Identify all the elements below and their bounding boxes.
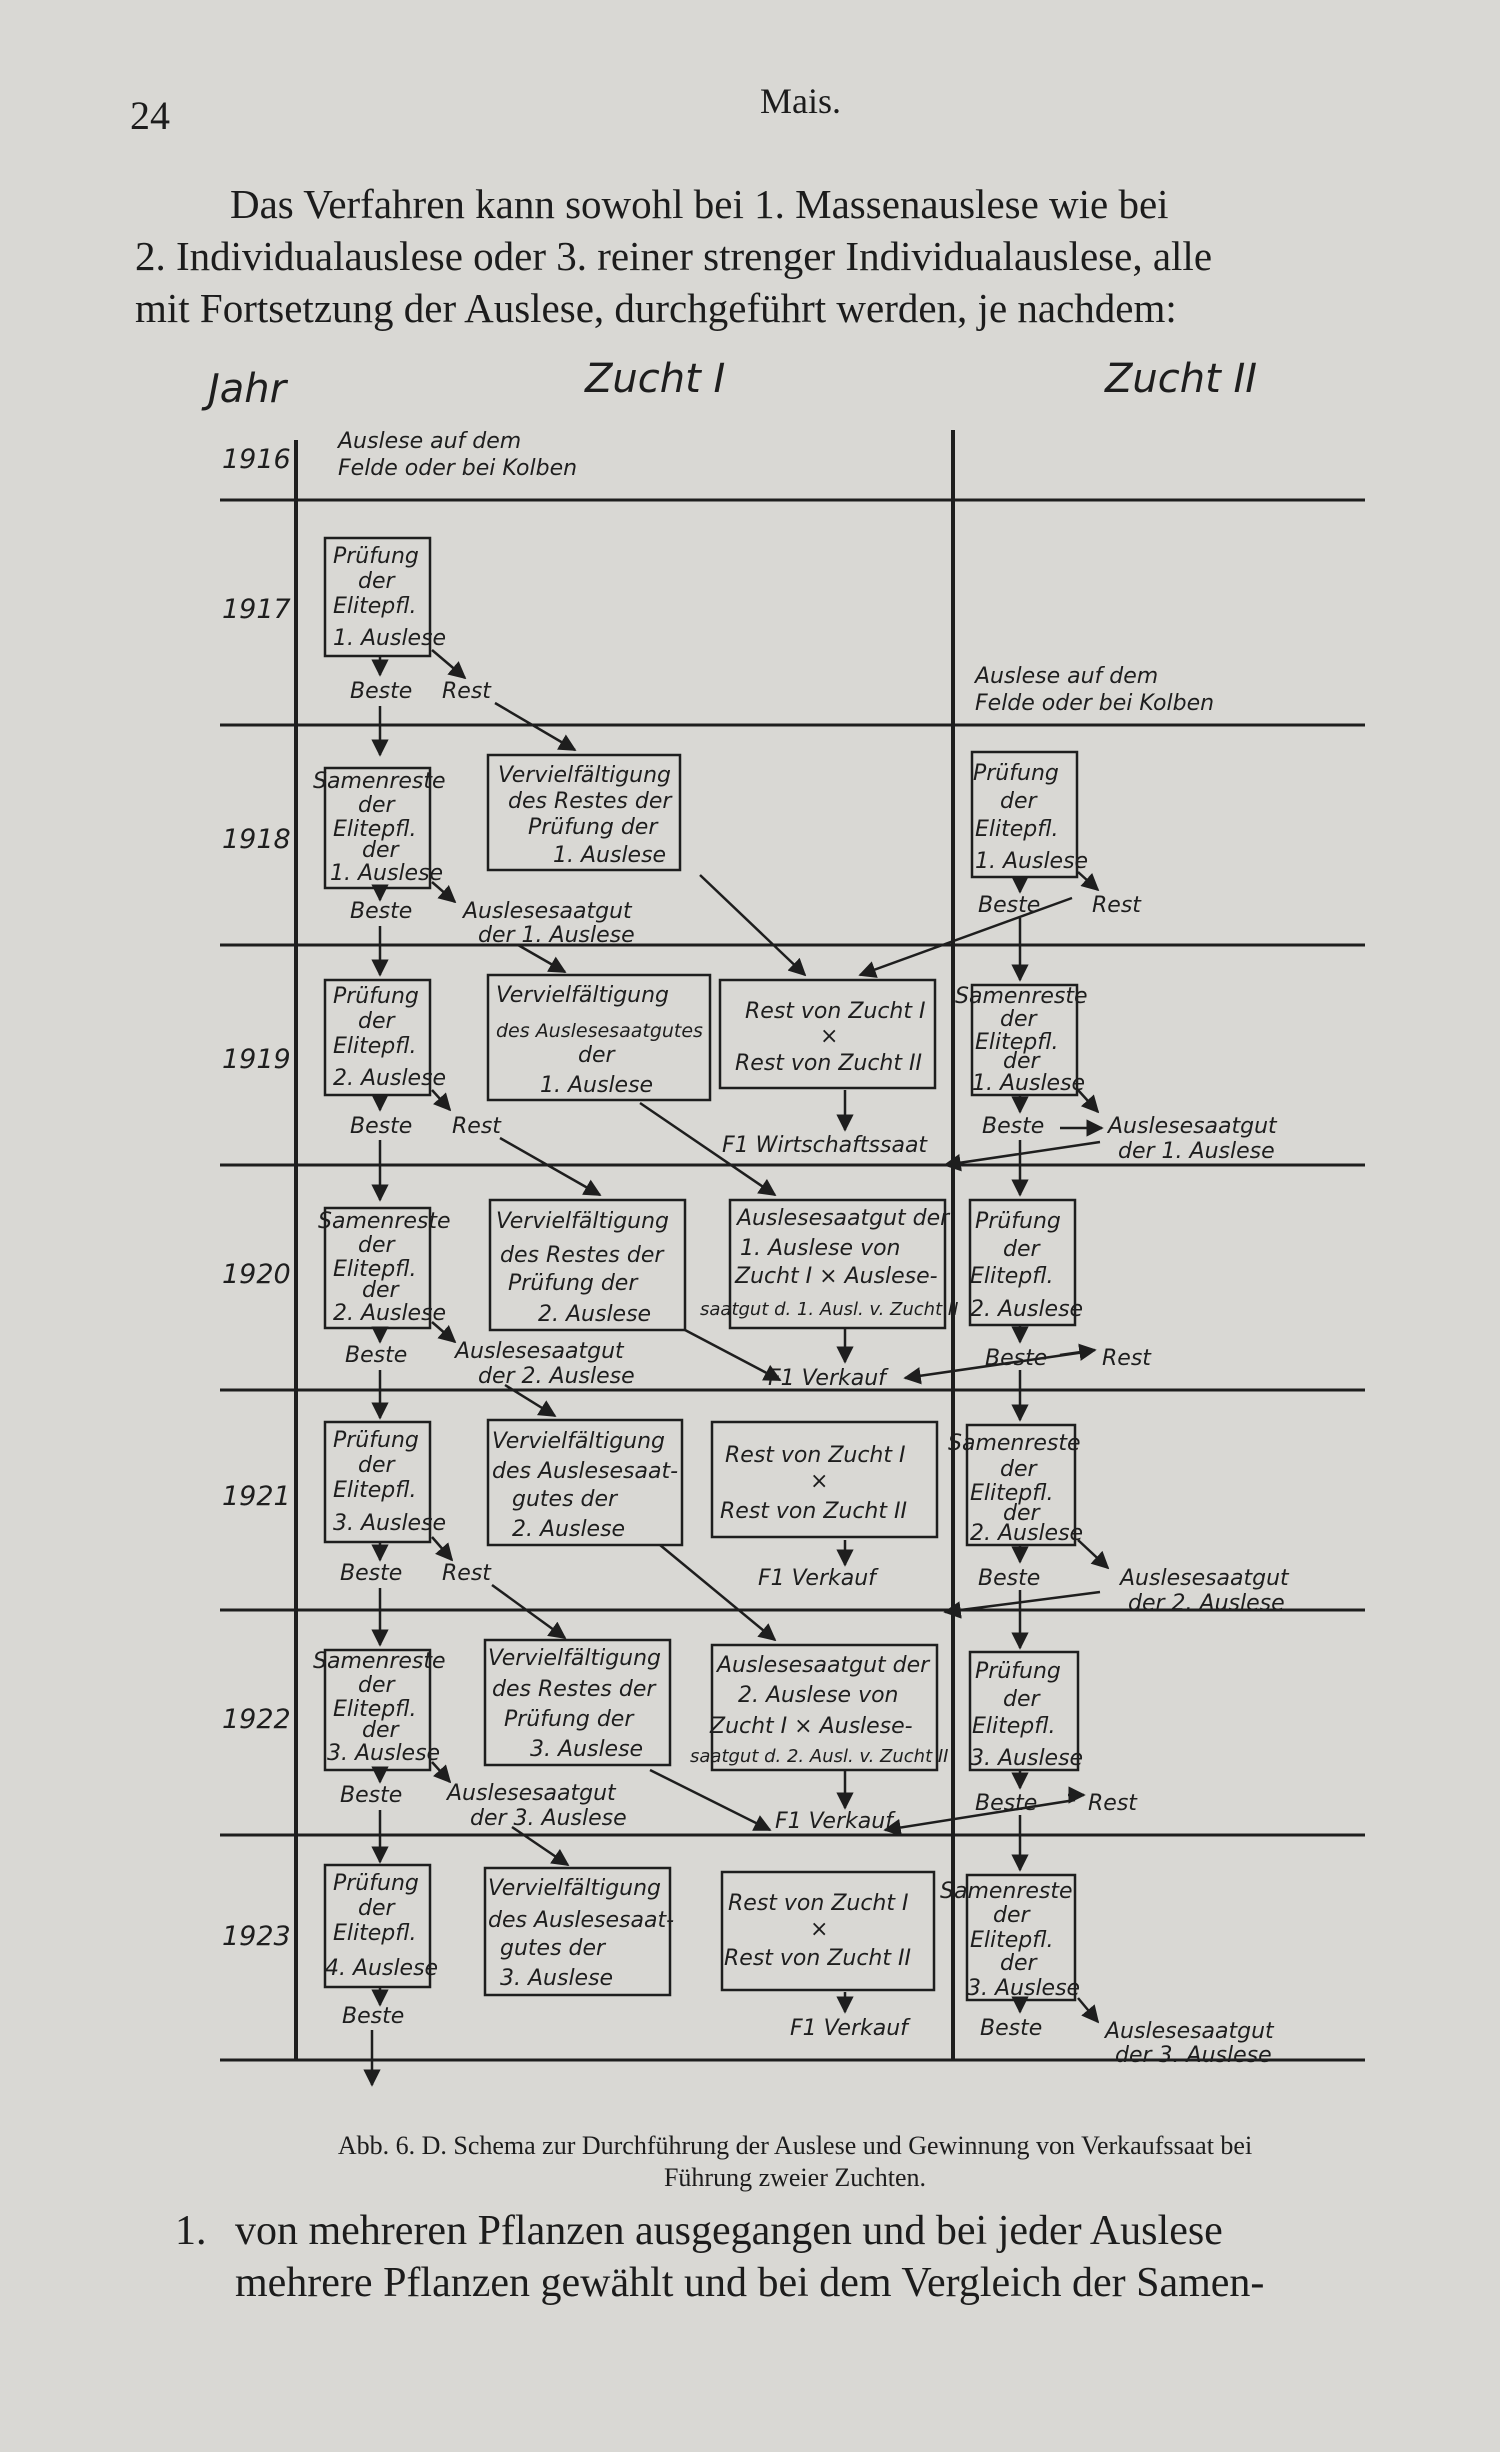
svg-text:Samenreste: Samenreste	[318, 1209, 451, 1234]
year-label: 1919	[222, 1044, 291, 1075]
paragraph-line: 2. Individualauslese oder 3. reiner strenger Individualauslese, alle	[135, 233, 1213, 279]
box-samenreste-3-auslese	[313, 1649, 446, 1770]
svg-text:der: der	[362, 1718, 399, 1743]
box-zucht2-samenreste-3	[940, 1875, 1080, 2001]
paragraph-line: mit Fortsetzung der Auslese, durchgeführt werden, je nachdem:	[135, 285, 1177, 331]
svg-text:Elitepfl.: Elitepfl.	[333, 1034, 417, 1059]
box-samenreste-1-auslese	[313, 768, 446, 888]
svg-text:Felde oder bei Kolben: Felde oder bei Kolben	[338, 456, 578, 481]
box-zucht2-pruefung-2	[970, 1200, 1083, 1325]
svg-text:2. Auslese: 2. Auslese	[512, 1517, 626, 1542]
label-beste: Beste	[978, 1566, 1041, 1591]
svg-text:1. Auslese: 1. Auslese	[972, 1071, 1086, 1096]
svg-text:der 1. Auslese: der 1. Auslese	[478, 923, 635, 948]
svg-text:der: der	[358, 569, 395, 594]
svg-text:der: der	[362, 838, 399, 863]
label-auslesesaatgut-3-zucht-1	[445, 1781, 627, 1831]
label-beste: Beste	[350, 899, 413, 924]
box-vervielfaeltigung-saatgut-1	[488, 975, 710, 1100]
svg-text:gutes der: gutes der	[500, 1936, 606, 1961]
svg-text:Prüfung: Prüfung	[333, 1428, 419, 1453]
field-selection-zucht-2	[973, 664, 1214, 716]
caption-line: Abb. 6. D. Schema zur Durchführung der Auslese und Gewinnung von Verkaufssaat bei	[337, 2131, 1253, 2160]
svg-text:Auslesesaatgut der: Auslesesaatgut der	[717, 1653, 930, 1678]
svg-text:Prüfung der: Prüfung der	[528, 815, 658, 840]
running-head: Mais.	[760, 81, 841, 121]
box-vervielfaeltigung-rest-1	[488, 755, 680, 870]
svg-text:3. Auslese: 3. Auslese	[500, 1966, 614, 1991]
svg-text:Samenreste: Samenreste	[948, 1431, 1081, 1456]
svg-text:1. Auslese: 1. Auslese	[553, 843, 667, 868]
svg-text:Zucht I × Auslese-: Zucht I × Auslese-	[735, 1264, 938, 1289]
label-rest: Rest	[1088, 1791, 1137, 1816]
svg-text:Elitepfl.: Elitepfl.	[975, 817, 1059, 842]
svg-text:Auslesesaatgut: Auslesesaatgut	[1108, 1114, 1277, 1139]
svg-text:Prüfung der: Prüfung der	[508, 1271, 638, 1296]
label-auslesesaatgut-1-zucht-1	[461, 899, 635, 948]
svg-text:Rest von Zucht II: Rest von Zucht II	[720, 1499, 907, 1524]
label-beste: Beste	[980, 2016, 1043, 2041]
svg-text:Elitepfl.: Elitepfl.	[970, 1481, 1054, 1506]
svg-text:des Restes der: des Restes der	[492, 1677, 656, 1702]
svg-text:der: der	[358, 793, 395, 818]
svg-text:1. Auslese: 1. Auslese	[333, 626, 447, 651]
svg-text:Vervielfältigung: Vervielfältigung	[498, 763, 672, 788]
label-beste: Beste	[350, 1114, 413, 1139]
svg-text:1. Auslese von: 1. Auslese von	[740, 1236, 901, 1261]
svg-text:2. Auslese von: 2. Auslese von	[738, 1683, 899, 1708]
svg-text:Prüfung: Prüfung	[973, 761, 1059, 786]
svg-text:Prüfung: Prüfung	[975, 1209, 1061, 1234]
label-beste: Beste	[345, 1343, 408, 1368]
svg-text:Samenreste: Samenreste	[313, 769, 446, 794]
header-year: Jahr	[208, 366, 287, 412]
svg-text:2. Auslese: 2. Auslese	[333, 1066, 447, 1091]
list-item-line: von mehreren Pflanzen ausgegangen und bei jeder Auslese	[235, 2208, 1223, 2254]
label-beste: Beste	[978, 893, 1041, 918]
box-pruefung-1-auslese	[325, 538, 446, 656]
svg-text:des Restes der: des Restes der	[500, 1243, 664, 1268]
year-label: 1918	[222, 824, 291, 855]
svg-text:Auslesesaatgut der: Auslesesaatgut der	[737, 1206, 950, 1231]
label-rest: Rest	[1092, 893, 1141, 918]
svg-text:1. Auslese: 1. Auslese	[540, 1073, 654, 1098]
svg-text:Auslese auf dem: Auslese auf dem	[975, 664, 1159, 689]
label-f1-verkauf: F1 Verkauf	[790, 2016, 908, 2041]
svg-text:des Auslesesaat-: des Auslesesaat-	[492, 1459, 679, 1484]
svg-text:der: der	[1003, 1501, 1040, 1526]
svg-text:Auslesesaatgut: Auslesesaatgut	[447, 1781, 616, 1806]
svg-text:Elitepfl.: Elitepfl.	[975, 1030, 1059, 1055]
year-label: 1921	[222, 1481, 291, 1512]
svg-text:Samenreste: Samenreste	[940, 1879, 1073, 1904]
year-label: 1917	[222, 594, 291, 625]
label-beste: Beste	[985, 1346, 1048, 1371]
label-rest: Rest	[452, 1114, 501, 1139]
svg-text:der: der	[1003, 1687, 1040, 1712]
svg-text:der: der	[1000, 1951, 1037, 1976]
box-vervielfaeltigung-rest-2	[490, 1200, 685, 1330]
svg-text:des Restes der: des Restes der	[508, 789, 672, 814]
box-pruefung-3-auslese	[325, 1422, 446, 1542]
header-breed-2: Zucht II	[1105, 356, 1258, 402]
svg-text:Rest von Zucht I: Rest von Zucht I	[728, 1891, 909, 1916]
svg-text:des Auslesesaatgutes: des Auslesesaatgutes	[496, 1020, 703, 1042]
box-zucht2-pruefung-3	[970, 1652, 1083, 1771]
box-vervielfaeltigung-saatgut-3	[485, 1868, 674, 1995]
svg-text:gutes der: gutes der	[512, 1487, 618, 1512]
svg-text:der: der	[358, 1896, 395, 1921]
label-beste: Beste	[975, 1791, 1038, 1816]
svg-text:1. Auslese: 1. Auslese	[975, 849, 1089, 874]
svg-text:Rest von Zucht I: Rest von Zucht I	[725, 1443, 906, 1468]
svg-text:Rest von Zucht II: Rest von Zucht II	[724, 1946, 911, 1971]
svg-text:der: der	[1000, 1007, 1037, 1032]
svg-text:der: der	[1003, 1049, 1040, 1074]
svg-text:der 2. Auslese: der 2. Auslese	[478, 1364, 635, 1389]
label-auslesesaatgut-2-zucht-2	[1118, 1566, 1290, 1616]
svg-text:Vervielfältigung: Vervielfältigung	[488, 1876, 662, 1901]
svg-text:der 2. Auslese: der 2. Auslese	[1128, 1591, 1285, 1616]
figure-caption	[180, 2130, 1410, 2194]
label-beste: Beste	[342, 2004, 405, 2029]
svg-text:Auslesesaatgut: Auslesesaatgut	[1105, 2019, 1274, 2044]
list-item-line: mehrere Pflanzen gewählt und bei dem Vergleich der Samen-	[235, 2260, 1265, 2306]
svg-text:×: ×	[810, 1469, 829, 1494]
svg-text:Felde oder bei Kolben: Felde oder bei Kolben	[975, 691, 1215, 716]
box-cross-rest-1921	[712, 1422, 937, 1537]
svg-text:2. Auslese: 2. Auslese	[970, 1521, 1084, 1546]
svg-text:Prüfung: Prüfung	[333, 1871, 419, 1896]
label-f1-wirtschaftssaat: F1 Wirtschaftssaat	[722, 1133, 928, 1158]
box-zucht2-samenreste-2	[948, 1425, 1083, 1546]
svg-text:Prüfung: Prüfung	[333, 984, 419, 1009]
svg-text:3. Auslese: 3. Auslese	[967, 1976, 1081, 2001]
label-f1-verkauf: F1 Verkauf	[758, 1566, 876, 1591]
svg-text:3. Auslese: 3. Auslese	[530, 1737, 644, 1762]
svg-text:der: der	[362, 1278, 399, 1303]
svg-text:Elitepfl.: Elitepfl.	[970, 1928, 1054, 1953]
header-breed-1: Zucht I	[585, 356, 726, 402]
year-label: 1922	[222, 1704, 291, 1735]
svg-text:Elitepfl.: Elitepfl.	[972, 1714, 1056, 1739]
svg-text:Elitepfl.: Elitepfl.	[333, 1697, 417, 1722]
svg-text:der: der	[1003, 1237, 1040, 1262]
svg-text:Elitepfl.: Elitepfl.	[970, 1264, 1054, 1289]
year-label: 1923	[222, 1921, 291, 1952]
caption-line: Führung zweier Zuchten.	[663, 2163, 927, 2192]
box-cross-rest-1919	[720, 980, 935, 1088]
svg-text:2. Auslese: 2. Auslese	[970, 1297, 1084, 1322]
svg-text:1. Auslese: 1. Auslese	[330, 861, 444, 886]
box-cross-saatgut-1920	[700, 1200, 959, 1328]
svg-text:Auslesesaatgut: Auslesesaatgut	[1120, 1566, 1289, 1591]
svg-text:Vervielfältigung: Vervielfältigung	[496, 983, 670, 1008]
svg-text:Elitepfl.: Elitepfl.	[333, 1921, 417, 1946]
svg-text:der: der	[358, 1673, 395, 1698]
svg-text:2. Auslese: 2. Auslese	[538, 1302, 652, 1327]
svg-text:3. Auslese: 3. Auslese	[327, 1741, 441, 1766]
box-cross-rest-1923	[722, 1872, 934, 1990]
svg-text:der 3. Auslese: der 3. Auslese	[1115, 2043, 1272, 2068]
label-auslesesaatgut-2-zucht-1	[453, 1339, 635, 1389]
svg-text:Rest von Zucht I: Rest von Zucht I	[745, 999, 926, 1024]
label-beste: Beste	[340, 1783, 403, 1808]
svg-text:der 3. Auslese: der 3. Auslese	[470, 1806, 627, 1831]
label-beste: Beste	[982, 1114, 1045, 1139]
svg-text:Prüfung: Prüfung	[333, 544, 419, 569]
list-item-number: 1.	[175, 2208, 207, 2254]
label-beste: Beste	[340, 1561, 403, 1586]
label-f1-verkauf: F1 Verkauf	[768, 1366, 886, 1391]
box-pruefung-4-auslese	[325, 1865, 438, 1987]
svg-text:3. Auslese: 3. Auslese	[970, 1746, 1084, 1771]
svg-text:×: ×	[820, 1024, 839, 1049]
svg-text:Elitepfl.: Elitepfl.	[333, 1478, 417, 1503]
field-selection-zucht-1	[336, 429, 577, 481]
svg-text:×: ×	[810, 1917, 829, 1942]
svg-text:Auslesesaatgut: Auslesesaatgut	[455, 1339, 624, 1364]
svg-text:der 1. Auslese: der 1. Auslese	[1118, 1139, 1275, 1164]
label-auslesesaatgut-3-zucht-2	[1103, 2019, 1275, 2068]
svg-text:2. Auslese: 2. Auslese	[333, 1301, 447, 1326]
svg-text:Elitepfl.: Elitepfl.	[333, 1257, 417, 1282]
svg-text:saatgut d. 1. Ausl. v. Zucht I: saatgut d. 1. Ausl. v. Zucht II	[700, 1299, 959, 1320]
year-label: 1920	[222, 1259, 291, 1290]
label-rest: Rest	[442, 1561, 491, 1586]
svg-text:des Auslesesaat-: des Auslesesaat-	[488, 1908, 675, 1933]
svg-text:Prüfung: Prüfung	[975, 1659, 1061, 1684]
svg-text:der: der	[993, 1903, 1030, 1928]
label-f1-verkauf: F1 Verkauf	[775, 1809, 893, 1834]
page-number: 24	[130, 93, 170, 138]
svg-text:der: der	[358, 1009, 395, 1034]
svg-text:der: der	[1000, 1457, 1037, 1482]
box-vervielfaeltigung-saatgut-2	[488, 1420, 682, 1545]
svg-text:der: der	[358, 1233, 395, 1258]
svg-text:Rest von Zucht II: Rest von Zucht II	[735, 1051, 922, 1076]
box-pruefung-2-auslese	[325, 980, 446, 1095]
svg-text:Auslesesaatgut: Auslesesaatgut	[463, 899, 632, 924]
box-zucht2-samenreste-1	[955, 984, 1088, 1096]
svg-text:saatgut d. 2. Ausl. v. Zucht I: saatgut d. 2. Ausl. v. Zucht II	[690, 1746, 949, 1767]
svg-text:Vervielfältigung: Vervielfältigung	[496, 1209, 670, 1234]
label-rest: Rest	[1102, 1346, 1151, 1371]
svg-text:Vervielfältigung: Vervielfältigung	[488, 1646, 662, 1671]
label-beste: Beste	[350, 679, 413, 704]
svg-text:Vervielfältigung: Vervielfältigung	[492, 1429, 666, 1454]
svg-text:4. Auslese: 4. Auslese	[325, 1956, 439, 1981]
svg-text:Auslese auf dem: Auslese auf dem	[338, 429, 522, 454]
box-zucht2-pruefung-1	[972, 752, 1088, 877]
label-auslesesaatgut-1-zucht-2	[1106, 1114, 1278, 1164]
box-samenreste-2-auslese	[318, 1208, 451, 1328]
svg-text:Samenreste: Samenreste	[313, 1649, 446, 1674]
svg-text:der: der	[1000, 789, 1037, 814]
svg-text:der: der	[578, 1043, 615, 1068]
svg-text:Elitepfl.: Elitepfl.	[333, 817, 417, 842]
paragraph-line: Das Verfahren kann sowohl bei 1. Massenauslese wie bei	[230, 181, 1169, 227]
svg-text:Prüfung der: Prüfung der	[504, 1707, 634, 1732]
box-vervielfaeltigung-rest-3	[485, 1640, 670, 1765]
label-rest: Rest	[442, 679, 491, 704]
svg-text:Samenreste: Samenreste	[955, 984, 1088, 1009]
svg-text:der: der	[358, 1453, 395, 1478]
list-item	[175, 2205, 1465, 2309]
svg-text:3. Auslese: 3. Auslese	[333, 1511, 447, 1536]
svg-text:Zucht I × Auslese-: Zucht I × Auslese-	[710, 1714, 913, 1739]
box-cross-saatgut-1922	[690, 1645, 949, 1770]
svg-text:Elitepfl.: Elitepfl.	[333, 594, 417, 619]
year-label: 1916	[222, 444, 291, 475]
